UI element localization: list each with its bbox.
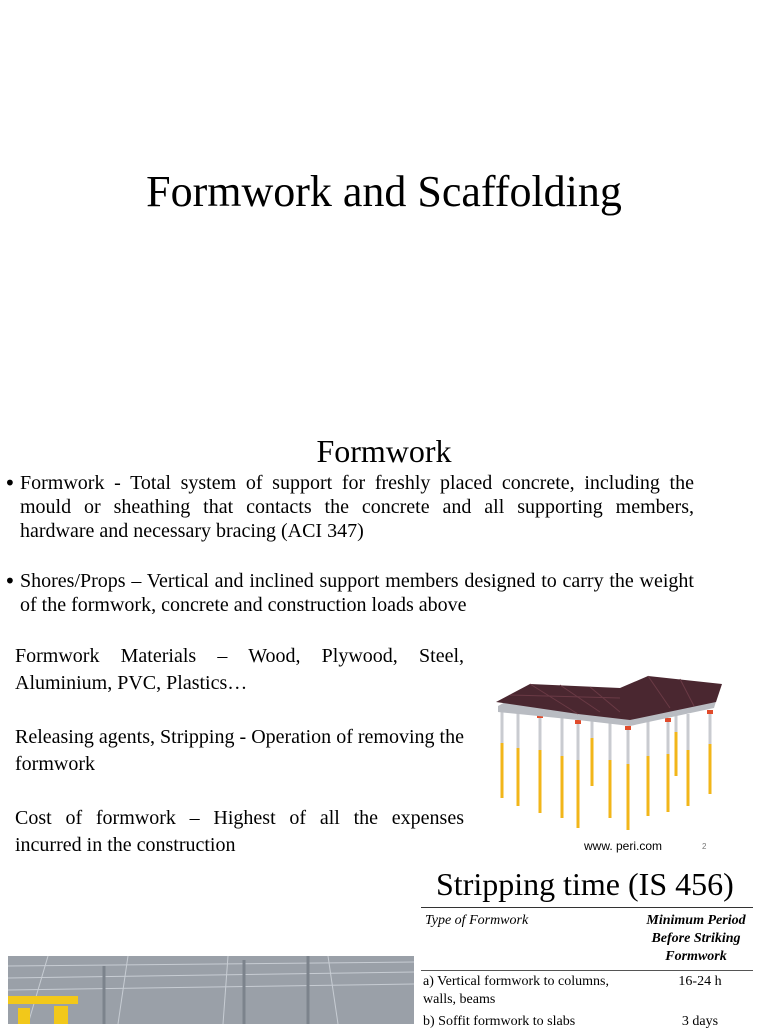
slide-title: Formwork and Scaffolding <box>146 167 622 216</box>
table-row-label: b) Soffit formwork to slabs <box>423 1014 576 1029</box>
table-header-type: Type of Formwork <box>425 913 529 928</box>
stripping-time-title: Stripping time (IS 456) <box>436 866 734 902</box>
bullet-dot-icon: • <box>4 471 16 495</box>
paragraph-cost: Cost of formwork – Highest of all the expenses incurred in the construction <box>15 807 464 856</box>
section-title-formwork: Formwork <box>316 433 452 469</box>
table-rule <box>421 907 753 908</box>
table-row-value: 3 days <box>681 1014 719 1029</box>
bullet-shores-props <box>4 569 694 617</box>
bullet-text: Shores/Props – Vertical and inclined support members designed to carry the weight of the formwork, concrete and construction loads above <box>20 570 694 616</box>
bullet-dot-icon: • <box>4 569 16 593</box>
image-credit: www. peri.com <box>584 839 663 853</box>
scaffolding-photo <box>8 956 414 1024</box>
table-rule <box>421 970 753 971</box>
formwork-table-image <box>470 668 762 836</box>
table-row-label: a) Vertical formwork to columns, walls, beams <box>423 974 609 1007</box>
bullet-formwork-definition <box>4 471 694 543</box>
paragraph-materials: Formwork Materials – Wood, Plywood, Steel, Aluminium, PVC, Plastics… <box>15 645 464 694</box>
table-row-value: 16-24 h <box>678 974 722 989</box>
slide-number: 2 <box>702 842 707 851</box>
paragraph-releasing: Releasing agents, Stripping - Operation of removing the formwork <box>15 726 464 775</box>
bullet-text: Formwork - Total system of support for freshly placed concrete, including the mould or sheathing that contacts the concrete and all supporting members, hardware and necessary bracing (ACI 347) <box>20 472 694 542</box>
table-header-period: Minimum Period Before Striking Formwork <box>646 913 746 964</box>
